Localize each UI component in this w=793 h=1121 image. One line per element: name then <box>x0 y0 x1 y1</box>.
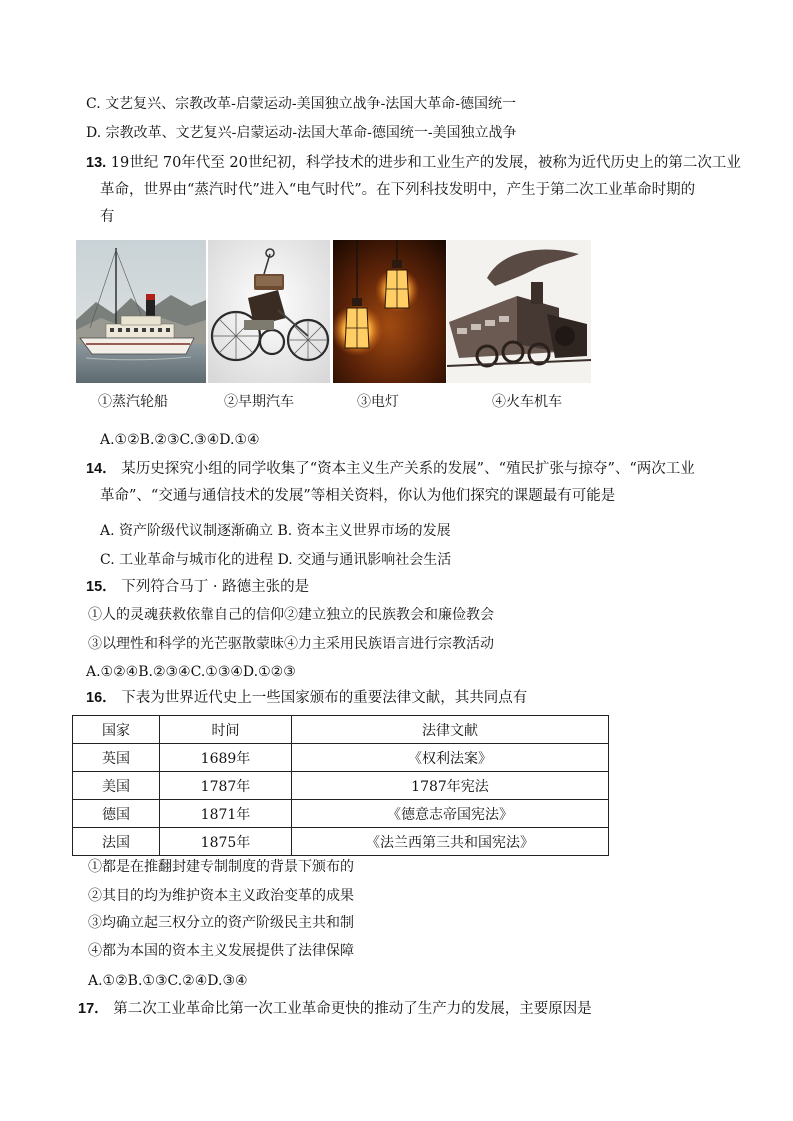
table-cell-country: 德国 <box>73 800 160 828</box>
table-header-document: 法律文献 <box>292 716 609 744</box>
table-cell-time: 1689年 <box>160 744 292 772</box>
table-row <box>73 772 609 800</box>
q15-stem <box>86 577 309 597</box>
q14-options-cd: C. 工业革命与城市化的进程 D. 交通与通讯影响社会生活 <box>100 552 452 568</box>
q13-stem-text1: 19世纪 70年代至 20世纪初，科学技术的进步和工业生产的发展，被称为近代历史上的第二次工业 <box>110 155 741 171</box>
q12-option-c: C. 文艺复兴、宗教改革-启蒙运动-美国独立战争-法国大革命-德国统一 <box>86 96 517 112</box>
q17-stem <box>78 999 592 1019</box>
caption-steamship: ①蒸汽轮船 <box>98 394 168 410</box>
table-cell-time: 1871年 <box>160 800 292 828</box>
early-automobile-photo <box>208 240 330 383</box>
q13-options: A.①②B.②③C.③④D.①④ <box>100 432 260 448</box>
q14-stem-text1: 某历史探究小组的同学收集了“资本主义生产关系的发展”、“殖民扩张与掠夺”、“两次工业 <box>121 461 695 477</box>
q12-option-d: D. 宗教改革、文艺复兴-启蒙运动-法国大革命-德国统一-美国独立战争 <box>86 125 517 141</box>
caption-locomotive: ④火车机车 <box>492 394 562 410</box>
q16-stem <box>86 688 527 708</box>
steamship-photo <box>76 240 206 383</box>
table-cell-document: 《法兰西第三共和国宪法》 <box>292 828 609 856</box>
q15-items-line1: ①人的灵魂获救依靠自己的信仰②建立独立的民族教会和廉俭教会 <box>88 607 494 623</box>
table-header-country: 国家 <box>73 716 160 744</box>
q15-stem-text: 下列符合马丁 · 路德主张的是 <box>121 579 310 595</box>
table-cell-country: 美国 <box>73 772 160 800</box>
q16-item1: ①都是在推翻封建专制制度的背景下颁布的 <box>88 859 354 875</box>
electric-lamp-photo <box>333 240 446 383</box>
q13-number: 13. <box>86 155 107 171</box>
q16-item4: ④都为本国的资本主义发展提供了法律保障 <box>88 943 354 959</box>
table-cell-country: 法国 <box>73 828 160 856</box>
q16-options: A.①②B.①③C.②④D.③④ <box>88 973 248 989</box>
q17-stem-text: 第二次工业革命比第一次工业革命更快的推动了生产力的发展，主要原因是 <box>113 1001 592 1017</box>
q14-stem-line2: 革命”、“交通与通信技术的发展”等相关资料，你认为他们探究的课题最有可能是 <box>100 488 616 504</box>
table-cell-time: 1787年 <box>160 772 292 800</box>
table-cell-document: 《权利法案》 <box>292 744 609 772</box>
caption-automobile: ②早期汽车 <box>224 394 294 410</box>
q16-item2: ②其目的均为维护资本主义政治变革的成果 <box>88 888 354 904</box>
q15-number: 15． <box>86 579 117 595</box>
q16-item3: ③均确立起三权分立的资产阶级民主共和制 <box>88 915 354 931</box>
table-header-row <box>73 716 609 744</box>
q14-number: 14． <box>86 461 117 477</box>
q17-number: 17． <box>78 1001 109 1017</box>
table-cell-country: 英国 <box>73 744 160 772</box>
q13-stem-line1 <box>86 153 741 173</box>
laws-table <box>72 715 609 856</box>
caption-electric-lamp: ③电灯 <box>357 394 399 410</box>
q15-options: A.①②④B.②③④C.①③④D.①②③ <box>86 664 296 680</box>
q15-items-line2: ③以理性和科学的光芒驱散蒙昧④力主采用民族语言进行宗教活动 <box>88 636 494 652</box>
q14-stem-line1 <box>86 459 695 479</box>
q13-stem-line2: 革命，世界由“蒸汽时代”进入“电气时代”。在下列科技发明中，产生于第二次工业革命时期的 <box>100 182 696 198</box>
table-header-time: 时间 <box>160 716 292 744</box>
locomotive-drawing <box>447 240 591 383</box>
q13-stem-line3: 有 <box>100 209 115 225</box>
q16-number: 16． <box>86 690 117 706</box>
q16-stem-text: 下表为世界近代史上一些国家颁布的重要法律文献，其共同点有 <box>121 690 528 706</box>
table-row <box>73 744 609 772</box>
table-cell-document: 《德意志帝国宪法》 <box>292 800 609 828</box>
table-row <box>73 828 609 856</box>
table-cell-time: 1875年 <box>160 828 292 856</box>
table-cell-document: 1787年宪法 <box>292 772 609 800</box>
q14-options-ab: A. 资产阶级代议制逐渐确立 B. 资本主义世界市场的发展 <box>100 523 451 539</box>
table-row <box>73 800 609 828</box>
